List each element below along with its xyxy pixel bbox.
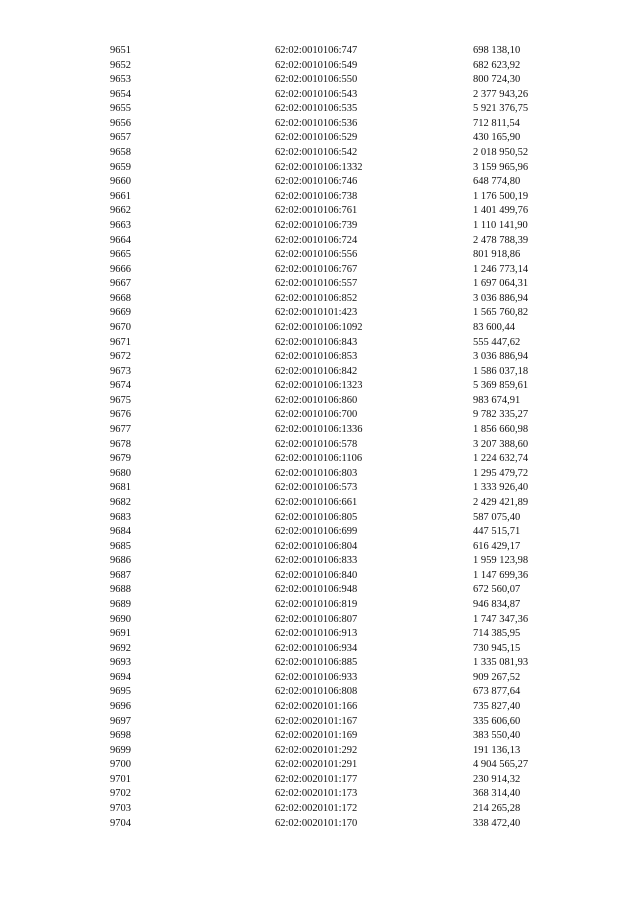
cadastral-number: 62:02:0020101:177 [275, 773, 358, 785]
cadastral-value: 735 827,40 [473, 701, 521, 713]
cadastral-value: 1 697 064,31 [473, 278, 529, 290]
row-number: 9696 [110, 701, 131, 713]
cadastral-value: 983 674,91 [473, 394, 521, 406]
row-number: 9681 [110, 482, 131, 494]
cadastral-number: 62:02:0010106:542 [275, 147, 358, 159]
cadastral-value: 1 224 632,74 [473, 453, 529, 465]
cadastral-number: 62:02:0020101:172 [275, 803, 358, 815]
row-number: 9700 [110, 759, 131, 771]
row-number: 9652 [110, 59, 131, 71]
row-number: 9674 [110, 380, 131, 392]
row-number: 9667 [110, 278, 131, 290]
cadastral-value: 3 036 886,94 [473, 351, 529, 363]
row-number: 9677 [110, 424, 131, 436]
cadastral-number: 62:02:0010106:761 [275, 205, 358, 217]
cadastral-number: 62:02:0010106:529 [275, 132, 358, 144]
cadastral-number: 62:02:0010106:807 [275, 613, 358, 625]
cadastral-value: 909 267,52 [473, 671, 521, 683]
cadastral-value: 1 176 500,19 [473, 190, 529, 202]
table-row [0, 642, 640, 657]
row-number: 9659 [110, 161, 131, 173]
table-row [0, 773, 640, 788]
cadastral-value: 5 921 376,75 [473, 103, 529, 115]
table-row [0, 787, 640, 802]
table-row [0, 700, 640, 715]
cadastral-value: 1 295 479,72 [473, 467, 529, 479]
cadastral-number: 62:02:0020101:167 [275, 715, 358, 727]
cadastral-number: 62:02:0010106:833 [275, 555, 358, 567]
cadastral-value: 368 314,40 [473, 788, 521, 800]
cadastral-value: 2 377 943,26 [473, 88, 529, 100]
table-row [0, 292, 640, 307]
cadastral-value: 1 565 760,82 [473, 307, 529, 319]
cadastral-number: 62:02:0010106:661 [275, 496, 358, 508]
row-number: 9663 [110, 219, 131, 231]
table-row [0, 234, 640, 249]
row-number: 9680 [110, 467, 131, 479]
cadastral-number: 62:02:0010106:933 [275, 671, 358, 683]
cadastral-number: 62:02:0010106:738 [275, 190, 358, 202]
table-row [0, 452, 640, 467]
table-row [0, 481, 640, 496]
cadastral-value: 1 747 347,36 [473, 613, 529, 625]
cadastral-number: 62:02:0010106:842 [275, 365, 358, 377]
row-number: 9660 [110, 176, 131, 188]
cadastral-value: 672 560,07 [473, 584, 521, 596]
table-row [0, 671, 640, 686]
cadastral-number: 62:02:0010106:543 [275, 88, 358, 100]
cadastral-value: 730 945,15 [473, 642, 521, 654]
cadastral-number: 62:02:0010106:860 [275, 394, 358, 406]
row-number: 9672 [110, 351, 131, 363]
cadastral-number: 62:02:0010106:840 [275, 569, 358, 581]
row-number: 9673 [110, 365, 131, 377]
cadastral-value: 3 036 886,94 [473, 292, 529, 304]
cadastral-value: 800 724,30 [473, 74, 521, 86]
cadastral-value: 587 075,40 [473, 511, 521, 523]
cadastral-number: 62:02:0010106:913 [275, 628, 358, 640]
cadastral-value: 555 447,62 [473, 336, 521, 348]
row-number: 9704 [110, 817, 131, 829]
cadastral-number: 62:02:0010106:549 [275, 59, 358, 71]
cadastral-value: 1 401 499,76 [473, 205, 529, 217]
cadastral-number: 62:02:0010106:1092 [275, 321, 363, 333]
row-number: 9651 [110, 45, 131, 56]
cadastral-number: 62:02:0010106:948 [275, 584, 358, 596]
cadastral-value: 673 877,64 [473, 686, 521, 698]
table-row [0, 88, 640, 103]
table-row [0, 248, 640, 263]
row-number: 9682 [110, 496, 131, 508]
cadastral-value: 447 515,71 [473, 526, 521, 538]
table-row [0, 73, 640, 88]
cadastral-value: 946 834,87 [473, 598, 521, 610]
table-row [0, 744, 640, 759]
cadastral-value: 430 165,90 [473, 132, 521, 144]
cadastral-value: 1 147 699,36 [473, 569, 529, 581]
row-number: 9690 [110, 613, 131, 625]
row-number: 9671 [110, 336, 131, 348]
table-row [0, 729, 640, 744]
table-row [0, 321, 640, 336]
cadastral-number: 62:02:0010106:739 [275, 219, 358, 231]
row-number: 9698 [110, 730, 131, 742]
table-row [0, 204, 640, 219]
cadastral-number: 62:02:0010106:808 [275, 686, 358, 698]
row-number: 9668 [110, 292, 131, 304]
cadastral-number: 62:02:0010106:700 [275, 409, 358, 421]
cadastral-value: 714 385,95 [473, 628, 521, 640]
table-row [0, 44, 640, 59]
cadastral-number: 62:02:0010106:724 [275, 234, 358, 246]
table-row [0, 554, 640, 569]
row-number: 9703 [110, 803, 131, 815]
cadastral-value: 712 811,54 [473, 117, 520, 129]
table-row [0, 525, 640, 540]
table-row [0, 306, 640, 321]
cadastral-number: 62:02:0020101:169 [275, 730, 358, 742]
table-row [0, 467, 640, 482]
cadastral-number: 62:02:0010106:853 [275, 351, 358, 363]
table-row [0, 219, 640, 234]
row-number: 9653 [110, 74, 131, 86]
row-number: 9683 [110, 511, 131, 523]
cadastral-number: 62:02:0010106:819 [275, 598, 358, 610]
cadastral-number: 62:02:0010106:747 [275, 45, 358, 56]
table-row [0, 583, 640, 598]
table-row [0, 379, 640, 394]
table-row [0, 190, 640, 205]
table-row [0, 394, 640, 409]
row-number: 9666 [110, 263, 131, 275]
table-row [0, 715, 640, 730]
cadastral-number: 62:02:0010106:843 [275, 336, 358, 348]
cadastral-number: 62:02:0010106:805 [275, 511, 358, 523]
cadastral-value: 801 918,86 [473, 249, 521, 261]
table-row [0, 496, 640, 511]
row-number: 9693 [110, 657, 131, 669]
row-number: 9697 [110, 715, 131, 727]
table-row [0, 817, 640, 832]
table-row [0, 408, 640, 423]
cadastral-number: 62:02:0010106:699 [275, 526, 358, 538]
row-number: 9675 [110, 394, 131, 406]
cadastral-value: 698 138,10 [473, 45, 521, 56]
row-number: 9689 [110, 598, 131, 610]
row-number: 9658 [110, 147, 131, 159]
cadastral-value: 338 472,40 [473, 817, 521, 829]
cadastral-number: 62:02:0020101:173 [275, 788, 358, 800]
cadastral-value: 5 369 859,61 [473, 380, 529, 392]
table-row [0, 598, 640, 613]
cadastral-number: 62:02:0010106:1332 [275, 161, 363, 173]
row-number: 9678 [110, 438, 131, 450]
table-row [0, 175, 640, 190]
row-number: 9679 [110, 453, 131, 465]
row-number: 9657 [110, 132, 131, 144]
cadastral-value: 1 333 926,40 [473, 482, 529, 494]
row-number: 9656 [110, 117, 131, 129]
cadastral-number: 62:02:0010106:557 [275, 278, 358, 290]
cadastral-value: 83 600,44 [473, 321, 515, 333]
table-row [0, 685, 640, 700]
table-row [0, 656, 640, 671]
table-row [0, 569, 640, 584]
cadastral-number: 62:02:0020101:291 [275, 759, 358, 771]
table-row [0, 540, 640, 555]
row-number: 9692 [110, 642, 131, 654]
cadastral-number: 62:02:0010106:578 [275, 438, 358, 450]
table-row [0, 277, 640, 292]
row-number: 9654 [110, 88, 131, 100]
cadastral-value: 214 265,28 [473, 803, 521, 815]
cadastral-value: 4 904 565,27 [473, 759, 529, 771]
cadastral-value: 2 429 421,89 [473, 496, 529, 508]
table-row [0, 102, 640, 117]
row-number: 9695 [110, 686, 131, 698]
cadastral-value: 191 136,13 [473, 744, 521, 756]
cadastral-value: 1 110 141,90 [473, 219, 528, 231]
cadastral-number: 62:02:0010106:535 [275, 103, 358, 115]
row-number: 9687 [110, 569, 131, 581]
cadastral-value: 3 207 388,60 [473, 438, 529, 450]
cadastral-value: 1 959 123,98 [473, 555, 529, 567]
table-row [0, 438, 640, 453]
table-row [0, 336, 640, 351]
row-number: 9661 [110, 190, 131, 202]
row-number: 9685 [110, 540, 131, 552]
cadastral-number: 62:02:0010106:852 [275, 292, 358, 304]
cadastral-number: 62:02:0010106:550 [275, 74, 358, 86]
cadastral-number: 62:02:0020101:170 [275, 817, 358, 829]
table-row [0, 423, 640, 438]
cadastral-number: 62:02:0010106:767 [275, 263, 358, 275]
table-row [0, 511, 640, 526]
cadastral-value-table [0, 44, 640, 831]
table-row [0, 758, 640, 773]
row-number: 9664 [110, 234, 131, 246]
cadastral-value: 230 914,32 [473, 773, 521, 785]
cadastral-number: 62:02:0020101:166 [275, 701, 358, 713]
cadastral-value: 1 335 081,93 [473, 657, 529, 669]
table-row [0, 117, 640, 132]
cadastral-value: 1 586 037,18 [473, 365, 529, 377]
row-number: 9701 [110, 773, 131, 785]
cadastral-value: 648 774,80 [473, 176, 521, 188]
cadastral-value: 9 782 335,27 [473, 409, 529, 421]
cadastral-number: 62:02:0020101:292 [275, 744, 358, 756]
row-number: 9662 [110, 205, 131, 217]
row-number: 9691 [110, 628, 131, 640]
table-row [0, 59, 640, 74]
cadastral-number: 62:02:0010106:804 [275, 540, 358, 552]
cadastral-number: 62:02:0010106:536 [275, 117, 358, 129]
row-number: 9688 [110, 584, 131, 596]
cadastral-number: 62:02:0010106:885 [275, 657, 358, 669]
cadastral-value: 1 856 660,98 [473, 424, 529, 436]
cadastral-number: 62:02:0010106:1336 [275, 424, 363, 436]
cadastral-number: 62:02:0010106:1106 [275, 453, 363, 465]
table-row [0, 146, 640, 161]
cadastral-value: 2 478 788,39 [473, 234, 529, 246]
cadastral-value: 1 246 773,14 [473, 263, 529, 275]
cadastral-number: 62:02:0010106:803 [275, 467, 358, 479]
table-row [0, 802, 640, 817]
cadastral-number: 62:02:0010101:423 [275, 307, 358, 319]
row-number: 9694 [110, 671, 131, 683]
row-number: 9669 [110, 307, 131, 319]
row-number: 9665 [110, 249, 131, 261]
cadastral-value: 2 018 950,52 [473, 147, 529, 159]
row-number: 9655 [110, 103, 131, 115]
cadastral-value: 682 623,92 [473, 59, 521, 71]
cadastral-value: 616 429,17 [473, 540, 521, 552]
row-number: 9686 [110, 555, 131, 567]
row-number: 9684 [110, 526, 131, 538]
cadastral-value: 3 159 965,96 [473, 161, 529, 173]
table-row [0, 365, 640, 380]
cadastral-value: 383 550,40 [473, 730, 521, 742]
table-row [0, 627, 640, 642]
table-row [0, 161, 640, 176]
cadastral-value: 335 606,60 [473, 715, 521, 727]
table-row [0, 131, 640, 146]
row-number: 9670 [110, 321, 131, 333]
cadastral-number: 62:02:0010106:573 [275, 482, 358, 494]
cadastral-number: 62:02:0010106:746 [275, 176, 358, 188]
table-row [0, 613, 640, 628]
cadastral-number: 62:02:0010106:934 [275, 642, 358, 654]
row-number: 9699 [110, 744, 131, 756]
row-number: 9702 [110, 788, 131, 800]
cadastral-number: 62:02:0010106:556 [275, 249, 358, 261]
cadastral-number: 62:02:0010106:1323 [275, 380, 363, 392]
row-number: 9676 [110, 409, 131, 421]
table-row [0, 263, 640, 278]
table-row [0, 350, 640, 365]
